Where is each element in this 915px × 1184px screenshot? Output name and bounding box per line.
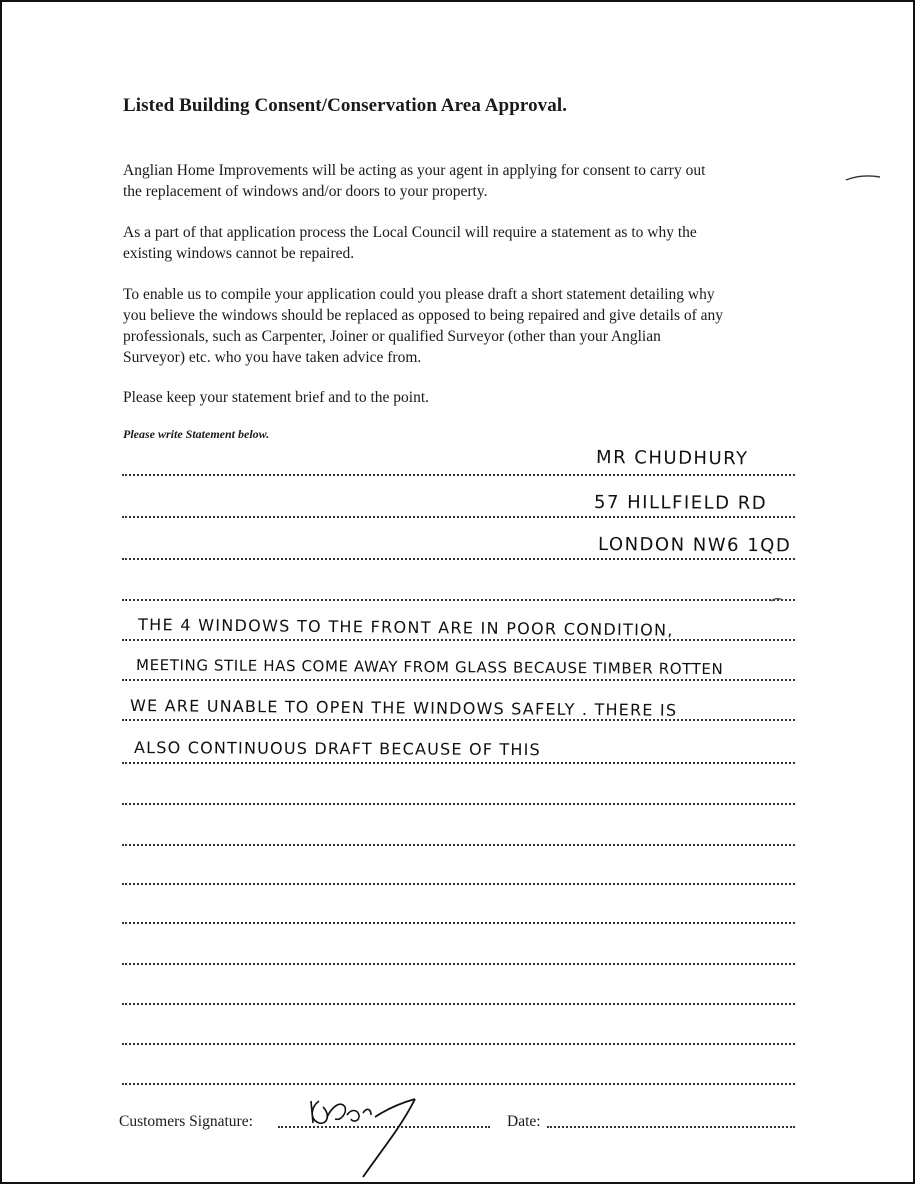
date-label: Date: — [507, 1113, 541, 1130]
writing-line — [122, 844, 795, 846]
writing-line — [122, 1003, 795, 1005]
text-line: To enable us to compile your application could you please draft a short statement detailing why — [123, 286, 715, 303]
writing-line — [122, 922, 795, 924]
date-line — [547, 1126, 795, 1128]
writing-line — [122, 719, 795, 721]
signature-label: Customers Signature: — [119, 1113, 253, 1130]
writing-line — [122, 474, 795, 476]
handwritten-statement-line: WE ARE UNABLE TO OPEN THE WINDOWS SAFELY . THERE IS — [130, 696, 678, 720]
writing-line — [122, 516, 795, 518]
writing-line — [122, 883, 795, 885]
margin-pen-mark — [844, 172, 884, 184]
intro-paragraph — [123, 160, 705, 202]
instructions-paragraph — [123, 284, 723, 368]
text-line: the replacement of windows and/or doors to your property. — [123, 183, 488, 200]
document-title: Listed Building Consent/Conservation Area Approval. — [123, 95, 568, 116]
writing-line — [122, 599, 795, 601]
handwritten-name: MR CHUDHURY — [596, 447, 749, 470]
writing-line — [122, 1043, 795, 1045]
text-line: you believe the windows should be replaced as opposed to being repaired and give details of any — [123, 307, 724, 324]
handwritten-statement-line: ALSO CONTINUOUS DRAFT BECAUSE OF THIS — [134, 738, 542, 760]
council-paragraph — [123, 222, 697, 264]
text-line: professionals, such as Carpenter, Joiner or qualified Surveyor (other than your Anglian — [123, 328, 661, 345]
text-line: existing windows cannot be repaired. — [123, 245, 355, 262]
writing-line — [122, 639, 795, 641]
writing-line — [122, 762, 795, 764]
handwritten-address-line2: LONDON NW6 1QD — [598, 534, 792, 557]
text-line: Surveyor) etc. who you have taken advice from. — [123, 349, 422, 366]
stray-pen-mark — [770, 596, 784, 604]
text-line: As a part of that application process the Local Council will require a statement as to why the — [123, 224, 697, 241]
writing-line — [122, 803, 795, 805]
writing-line — [122, 963, 795, 965]
handwritten-address-line1: 57 HILLFIELD RD — [594, 492, 768, 514]
write-statement-label: Please write Statement below. — [123, 427, 270, 441]
handwritten-statement-line: MEETING STILE HAS COME AWAY FROM GLASS BECAUSE TIMBER ROTTEN — [136, 656, 724, 679]
writing-line — [122, 1083, 795, 1085]
handwritten-statement-line: THE 4 WINDOWS TO THE FRONT ARE IN POOR CONDITION, — [138, 615, 674, 640]
writing-line — [122, 679, 795, 681]
writing-line — [122, 558, 795, 560]
text-line: Anglian Home Improvements will be acting as your agent in applying for consent to carry out — [123, 162, 706, 179]
brief-paragraph — [123, 387, 429, 408]
text-line: Please keep your statement brief and to the point. — [123, 389, 430, 406]
handwritten-signature — [297, 1087, 437, 1179]
